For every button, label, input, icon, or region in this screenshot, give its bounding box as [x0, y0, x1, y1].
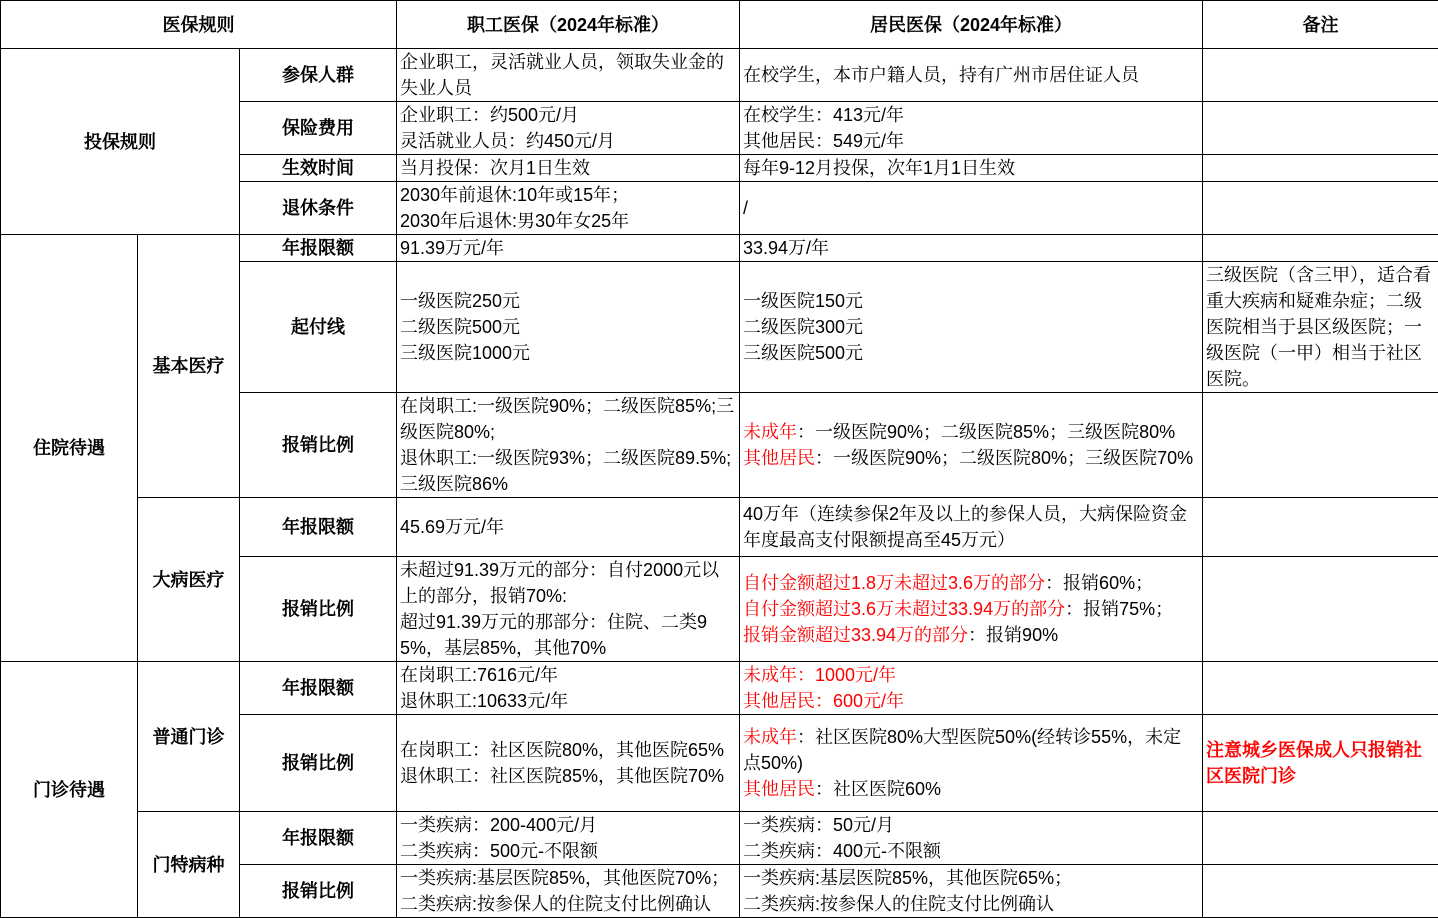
cell-line [743, 724, 1199, 776]
cell-line [400, 514, 736, 540]
line-text: 退休职工：社区医院85%，其他医院70% [400, 766, 724, 786]
staff-cell [397, 715, 740, 812]
header-resident: 居民医保（2024年标准） [740, 1, 1203, 49]
line-text: ：一级医院90%；二级医院80%；三级医院70% [815, 448, 1193, 468]
cell-line [400, 812, 736, 838]
cell-line [400, 445, 736, 497]
line-text: 未超过91.39万元的部分：自付2000元以上的部分，报销70%: [400, 560, 719, 606]
cell-line [743, 235, 1199, 261]
line-text: 45.69万元/年 [400, 517, 504, 537]
line-text: 三级医院1000元 [400, 343, 530, 363]
resident-cell [740, 715, 1203, 812]
resident-cell [740, 262, 1203, 393]
row-item: 参保人群 [240, 49, 397, 102]
cell-line [743, 195, 1199, 221]
line-text: 一类疾病:基层医院85%，其他医院70%； [400, 868, 729, 888]
cell-line [400, 340, 736, 366]
row-item: 保险费用 [240, 102, 397, 155]
row-item: 生效时间 [240, 155, 397, 182]
staff-cell [397, 235, 740, 262]
row-item: 年报限额 [240, 235, 397, 262]
line-text: ：社区医院60% [815, 779, 941, 799]
highlight-label: 未成年 [743, 422, 797, 442]
cell-line [743, 155, 1199, 181]
line-text: ：报销75%； [1065, 599, 1173, 619]
line-text: 33.94万/年 [743, 238, 829, 258]
subgroup-special: 门特病种 [138, 812, 240, 918]
cell-line [743, 314, 1199, 340]
cell-line [400, 155, 736, 181]
staff-cell [397, 393, 740, 498]
line-text: 三级医院（含三甲），适合看重大疾病和疑难杂症；二级医院相当于县区级医院；一级医院（一甲）相当于社区医院。 [1206, 265, 1431, 389]
highlight-label: 未成年：1000元/年 [743, 665, 896, 685]
cell-line [400, 49, 736, 101]
line-text: 在岗职工:一级医院90%；二级医院85%;三级医院80%; [400, 396, 734, 442]
resident-cell [740, 49, 1203, 102]
cell-line [743, 288, 1199, 314]
cell-line [400, 128, 736, 154]
line-text: ：报销60%； [1045, 573, 1153, 593]
cell-line [400, 688, 736, 714]
header-rules: 医保规则 [1, 1, 397, 49]
line-text: 二类疾病：500元-不限额 [400, 841, 598, 861]
staff-cell [397, 102, 740, 155]
cell-line [743, 812, 1199, 838]
resident-cell [740, 865, 1203, 918]
line-text: / [743, 198, 748, 218]
cell-line [743, 340, 1199, 366]
cell-line [743, 501, 1199, 553]
note-cell [1203, 102, 1438, 155]
line-text: 退休职工:一级医院93%；二级医院89.5%;三级医院86% [400, 448, 731, 494]
staff-cell [397, 49, 740, 102]
highlight-label: 报销金额超过33.94万的部分 [743, 625, 968, 645]
line-text: 企业职工：约500元/月 [400, 105, 579, 125]
table-row [1, 812, 1438, 865]
resident-cell [740, 557, 1203, 662]
cell-line [400, 763, 736, 789]
line-text: ：社区医院80%大型医院50%(经转诊55%，未定点50%) [743, 727, 1181, 773]
cell-line [400, 314, 736, 340]
highlight-label: 其他居民：600元/年 [743, 691, 904, 711]
note-cell [1203, 715, 1438, 812]
cell-line [743, 128, 1199, 154]
note-cell [1203, 498, 1438, 557]
cell-line [743, 838, 1199, 864]
row-item: 年报限额 [240, 498, 397, 557]
cell-line [743, 865, 1199, 891]
resident-cell [740, 393, 1203, 498]
line-text: 一类疾病：50元/月 [743, 815, 894, 835]
line-text: 三级医院500元 [743, 343, 863, 363]
header-staff: 职工医保（2024年标准） [397, 1, 740, 49]
subgroup-basic: 基本医疗 [138, 235, 240, 498]
cell-line [400, 393, 736, 445]
line-text: 2030年前退休:10年或15年； [400, 185, 629, 205]
cell-line [400, 662, 736, 688]
line-text: 二类疾病：400元-不限额 [743, 841, 941, 861]
cell-line [400, 891, 736, 917]
note-cell [1203, 557, 1438, 662]
line-text: 其他居民：549元/年 [743, 131, 904, 151]
line-text: 一类疾病：200-400元/月 [400, 815, 597, 835]
resident-cell [740, 182, 1203, 235]
cell-line [400, 182, 736, 208]
staff-cell [397, 812, 740, 865]
line-text: 二类疾病:按参保人的住院支付比例确认 [743, 894, 1054, 914]
note-cell [1203, 49, 1438, 102]
staff-cell [397, 155, 740, 182]
row-item: 起付线 [240, 262, 397, 393]
line-text: 在校学生，本市户籍人员，持有广州市居住证人员 [743, 65, 1139, 85]
cell-line [743, 662, 1199, 688]
line-text: 超过91.39万元的那部分：住院、二类95%，基层85%，其他70% [400, 612, 707, 658]
staff-cell [397, 557, 740, 662]
cell-line [743, 688, 1199, 714]
line-text: ：一级医院90%；二级医院85%；三级医院80% [797, 422, 1175, 442]
line-text: 在校学生：413元/年 [743, 105, 904, 125]
cell-line [743, 445, 1199, 471]
line-text: 在岗职工：社区医院80%，其他医院65% [400, 740, 724, 760]
table-row [1, 235, 1438, 262]
table-row [1, 662, 1438, 715]
line-text: 一级医院150元 [743, 291, 863, 311]
subgroup-serious: 大病医疗 [138, 498, 240, 662]
cell-line [743, 596, 1199, 622]
line-text: 退休职工:10633元/年 [400, 691, 568, 711]
resident-cell [740, 155, 1203, 182]
cell-line [743, 776, 1199, 802]
group-enroll: 投保规则 [1, 49, 240, 235]
group-outpatient: 门诊待遇 [1, 662, 138, 918]
staff-cell [397, 662, 740, 715]
note-cell [1203, 182, 1438, 235]
line-text: 二级医院300元 [743, 317, 863, 337]
subgroup-general: 普通门诊 [138, 662, 240, 812]
resident-cell [740, 812, 1203, 865]
row-item: 报销比例 [240, 557, 397, 662]
staff-cell [397, 182, 740, 235]
highlight-label: 自付金额超过1.8万未超过3.6万的部分 [743, 573, 1045, 593]
cell-line [400, 208, 736, 234]
line-text: 企业职工，灵活就业人员，领取失业金的失业人员 [400, 52, 724, 98]
cell-line [400, 865, 736, 891]
line-text: ：报销90% [968, 625, 1058, 645]
row-item: 报销比例 [240, 715, 397, 812]
cell-line [400, 557, 736, 609]
note-cell [1203, 662, 1438, 715]
staff-cell [397, 262, 740, 393]
cell-line [400, 102, 736, 128]
cell-line [743, 62, 1199, 88]
resident-cell [740, 102, 1203, 155]
cell-line [743, 419, 1199, 445]
staff-cell [397, 865, 740, 918]
highlight-label: 未成年 [743, 727, 797, 747]
row-item: 年报限额 [240, 662, 397, 715]
note-cell [1203, 155, 1438, 182]
cell-line [400, 609, 736, 661]
cell-line [400, 235, 736, 261]
cell-line [743, 622, 1199, 648]
header-row [1, 1, 1438, 49]
row-item: 年报限额 [240, 812, 397, 865]
line-text: 二类疾病:按参保人的住院支付比例确认 [400, 894, 711, 914]
header-note: 备注 [1203, 1, 1438, 49]
resident-cell [740, 235, 1203, 262]
line-text: 40万年（连续参保2年及以上的参保人员，大病保险资金年度最高支付限额提高至45万元） [743, 504, 1187, 550]
table-row [1, 49, 1438, 102]
line-text: 2030年后退休:男30年女25年 [400, 211, 629, 231]
highlight-label: 其他居民 [743, 448, 815, 468]
row-item: 退休条件 [240, 182, 397, 235]
cell-line [1206, 737, 1435, 789]
line-text: 二级医院500元 [400, 317, 520, 337]
line-text: 灵活就业人员：约450元/月 [400, 131, 615, 151]
table-row [1, 498, 1438, 557]
cell-line [743, 570, 1199, 596]
resident-cell [740, 498, 1203, 557]
group-inpatient: 住院待遇 [1, 235, 138, 662]
cell-line [400, 288, 736, 314]
line-text: 在岗职工:7616元/年 [400, 665, 558, 685]
emphasis-note: 注意城乡医保成人只报销社区医院门诊 [1206, 740, 1422, 786]
note-cell [1203, 812, 1438, 865]
cell-line [743, 891, 1199, 917]
cell-line [400, 737, 736, 763]
note-cell [1203, 393, 1438, 498]
row-item: 报销比例 [240, 393, 397, 498]
line-text: 每年9-12月投保，次年1月1日生效 [743, 158, 1015, 178]
highlight-label: 其他居民 [743, 779, 815, 799]
resident-cell [740, 662, 1203, 715]
line-text: 一类疾病:基层医院85%，其他医院65%； [743, 868, 1072, 888]
line-text: 一级医院250元 [400, 291, 520, 311]
row-item: 报销比例 [240, 865, 397, 918]
cell-line [743, 102, 1199, 128]
line-text: 当月投保：次月1日生效 [400, 158, 590, 178]
note-cell [1203, 865, 1438, 918]
note-cell [1203, 235, 1438, 262]
cell-line [1206, 262, 1435, 392]
highlight-label: 自付金额超过3.6万未超过33.94万的部分 [743, 599, 1065, 619]
note-cell [1203, 262, 1438, 393]
staff-cell [397, 498, 740, 557]
line-text: 91.39万元/年 [400, 238, 504, 258]
cell-line [400, 838, 736, 864]
